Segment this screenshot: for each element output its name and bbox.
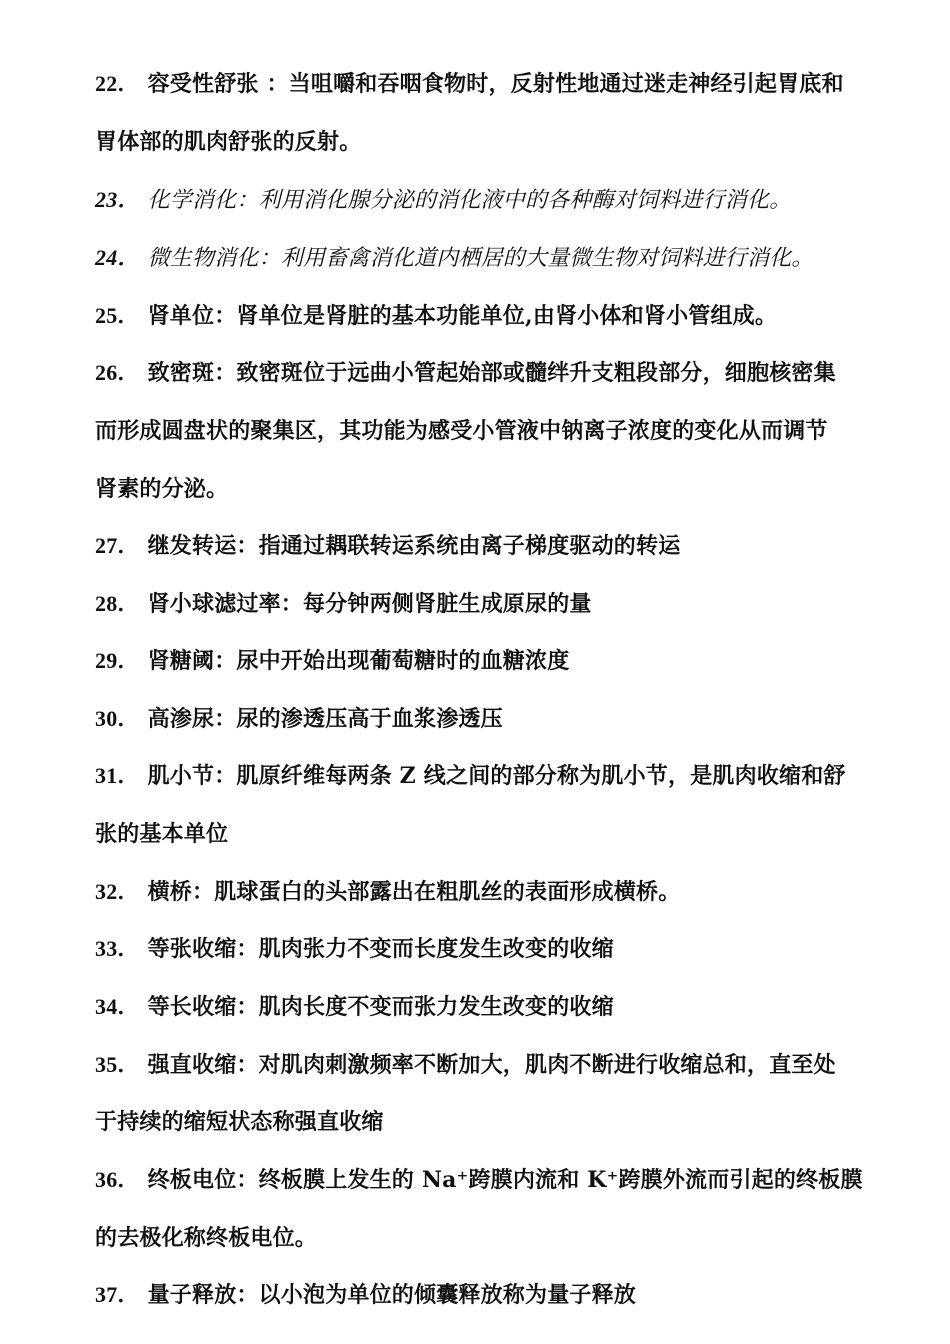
entry-text: 胃体部的肌肉舒张的反射。 [95, 129, 362, 155]
entry-number: 36． [95, 1167, 140, 1192]
entry-text: 终板电位：终板膜上发生的 Na⁺跨膜内流和 K⁺跨膜外流而引起的终板膜 [147, 1167, 863, 1193]
entry-22-continued [95, 127, 875, 157]
entry-36 [95, 1165, 875, 1195]
entry-number: 22． [95, 71, 140, 96]
entry-text: 张的基本单位 [95, 821, 229, 847]
entry-37 [95, 1280, 875, 1310]
entry-24 [95, 243, 875, 274]
entry-number: 26． [95, 360, 140, 385]
entry-text: 的去极化称终板电位。 [95, 1225, 318, 1251]
cut-off-line-clip [95, 1280, 875, 1308]
entry-text: 化学消化：利用消化腺分泌的消化液中的各种酶对饲料进行消化。 [147, 188, 792, 213]
entry-number: 23． [95, 187, 140, 212]
entry-26 [95, 358, 875, 388]
entry-text: 等长收缩：肌肉长度不变而张力发生改变的收缩 [147, 994, 614, 1020]
entry-text: 致密斑：致密斑位于远曲小管起始部或髓绊升支粗段部分，细胞核密集 [147, 360, 836, 386]
entry-number: 27． [95, 533, 140, 558]
entry-text: 而形成圆盘状的聚集区，其功能为感受小管液中钠离子浓度的变化从而调节 [95, 418, 828, 444]
entry-number: 29． [95, 648, 140, 673]
entry-26-continued [95, 416, 875, 446]
entry-36-continued [95, 1223, 875, 1253]
entry-23 [95, 185, 875, 216]
entry-31-continued [95, 819, 875, 849]
entry-number: 31． [95, 763, 140, 788]
entry-text: 肌小节：肌原纤维每两条 Z 线之间的部分称为肌小节，是肌肉收缩和舒 [147, 763, 846, 789]
entry-number: 34． [95, 994, 140, 1019]
entry-text: 肾小球滤过率：每分钟两侧肾脏生成原尿的量 [147, 591, 592, 617]
entry-number: 33． [95, 936, 140, 961]
entry-25 [95, 301, 875, 331]
entry-text: 肾糖阈：尿中开始出现葡萄糖时的血糖浓度 [147, 648, 570, 674]
entry-29 [95, 646, 875, 676]
entry-text: 横桥：肌球蛋白的头部露出在粗肌丝的表面形成横桥。 [147, 879, 681, 905]
entry-35 [95, 1050, 875, 1080]
entry-26-continued-2 [95, 474, 875, 504]
entry-number: 25． [95, 303, 140, 328]
entry-22 [95, 69, 875, 99]
entry-text: 等张收缩：肌肉张力不变而长度发生改变的收缩 [147, 936, 614, 962]
entry-35-continued [95, 1107, 875, 1137]
entry-number: 24． [95, 245, 140, 270]
entry-text: 高渗尿：尿的渗透压高于血浆渗透压 [147, 706, 503, 732]
entry-number: 32． [95, 879, 140, 904]
entry-30 [95, 704, 875, 734]
entry-text: 肾素的分泌。 [95, 476, 229, 502]
entry-27 [95, 531, 875, 561]
entry-28 [95, 589, 875, 619]
entry-text: 继发转运：指通过耦联转运系统由离子梯度驱动的转运 [147, 533, 681, 559]
entry-33 [95, 934, 875, 964]
entry-number: 28． [95, 591, 140, 616]
entry-34 [95, 992, 875, 1022]
entry-text: 强直收缩：对肌肉刺激频率不断加大，肌肉不断进行收缩总和，直至处 [147, 1052, 836, 1078]
entry-text: 量子释放：以小泡为单位的倾囊释放称为量子释放 [147, 1282, 637, 1308]
entry-text: 于持续的缩短状态称强直收缩 [95, 1109, 384, 1135]
entry-31 [95, 761, 875, 791]
entry-text: 容受性舒张 ：当咀嚼和吞咽食物时，反射性地通过迷走神经引起胃底和 [147, 71, 844, 97]
entry-text: 微生物消化：利用畜禽消化道内栖居的大量微生物对饲料进行消化。 [147, 246, 814, 271]
entry-text: 肾单位：肾单位是肾脏的基本功能单位,由肾小体和肾小管组成。 [147, 303, 778, 329]
entry-number: 30． [95, 706, 140, 731]
entry-number: 37． [95, 1282, 140, 1307]
entry-number: 35． [95, 1052, 140, 1077]
entry-32 [95, 877, 875, 907]
